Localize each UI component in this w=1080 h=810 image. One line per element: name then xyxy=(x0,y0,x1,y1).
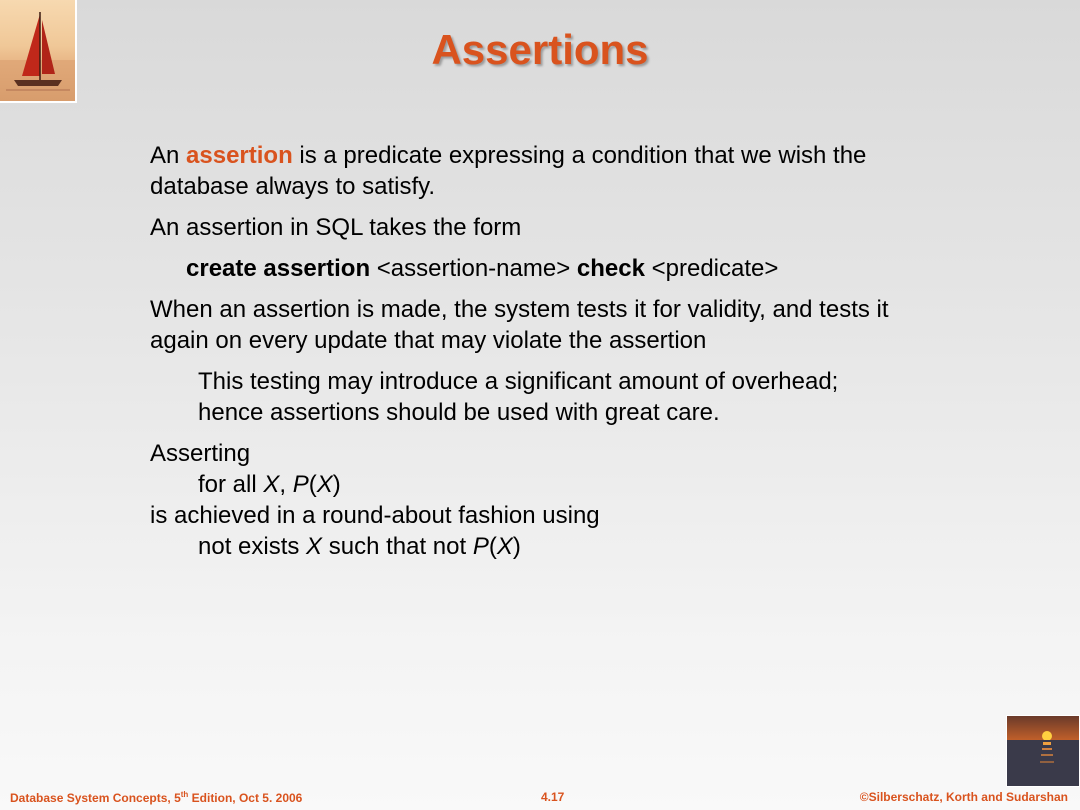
not-exists-line xyxy=(150,531,1010,562)
footer-copyright: ©Silberschatz, Korth and Sudarshan xyxy=(859,790,1068,804)
var-x: X xyxy=(263,471,280,498)
assertion-keyword: assertion xyxy=(186,142,293,169)
var-x: X xyxy=(306,533,323,560)
text: such that not xyxy=(322,533,473,560)
assertion-definition xyxy=(150,140,1010,202)
sunset-icon xyxy=(1007,716,1079,786)
text: ) xyxy=(332,471,341,498)
text: not exists xyxy=(198,533,307,560)
text: ) xyxy=(512,533,521,560)
for-all-line xyxy=(150,469,1010,500)
footer-page-number: 4.17 xyxy=(541,790,565,804)
text: This testing may introduce a significant amount of overhead; xyxy=(198,368,839,395)
text: for all xyxy=(198,471,264,498)
predicate-p: P xyxy=(292,471,309,498)
var-x: X xyxy=(316,471,333,498)
text: hence assertions should be used with great care. xyxy=(198,399,720,426)
text: is a predicate expressing a condition that we wish the xyxy=(292,142,867,169)
text: <predicate> xyxy=(644,255,779,282)
text: When an assertion is made, the system tests it for validity, and tests it xyxy=(150,296,889,323)
sunset-logo xyxy=(1006,715,1080,787)
sql-form-intro: An assertion in SQL takes the form xyxy=(150,214,522,241)
text: , xyxy=(279,471,293,498)
text: Edition, Oct 5. 2006 xyxy=(188,791,303,805)
asserting-line: Asserting xyxy=(150,440,251,467)
text: <assertion-name> xyxy=(370,255,577,282)
var-x: X xyxy=(496,533,513,560)
text: th xyxy=(180,790,189,799)
check-keyword: check xyxy=(576,255,645,282)
create-assertion-keyword: create assertion xyxy=(186,255,371,282)
text: ( xyxy=(308,471,317,498)
text: ( xyxy=(488,533,497,560)
assertion-testing xyxy=(150,294,1010,356)
slide-title: Assertions xyxy=(431,26,649,73)
create-assertion-syntax xyxy=(150,253,1010,284)
footer-book-title xyxy=(10,790,302,805)
predicate-p: P xyxy=(472,533,489,560)
overhead-note xyxy=(150,366,1010,428)
text: database always to satisfy. xyxy=(150,173,436,200)
text: again on every update that may violate the assertion xyxy=(150,327,707,354)
slide-body xyxy=(150,140,1010,562)
text: An xyxy=(150,142,187,169)
round-about-line: is achieved in a round-about fashion using xyxy=(150,502,600,529)
text: Database System Concepts, 5 xyxy=(10,791,181,805)
